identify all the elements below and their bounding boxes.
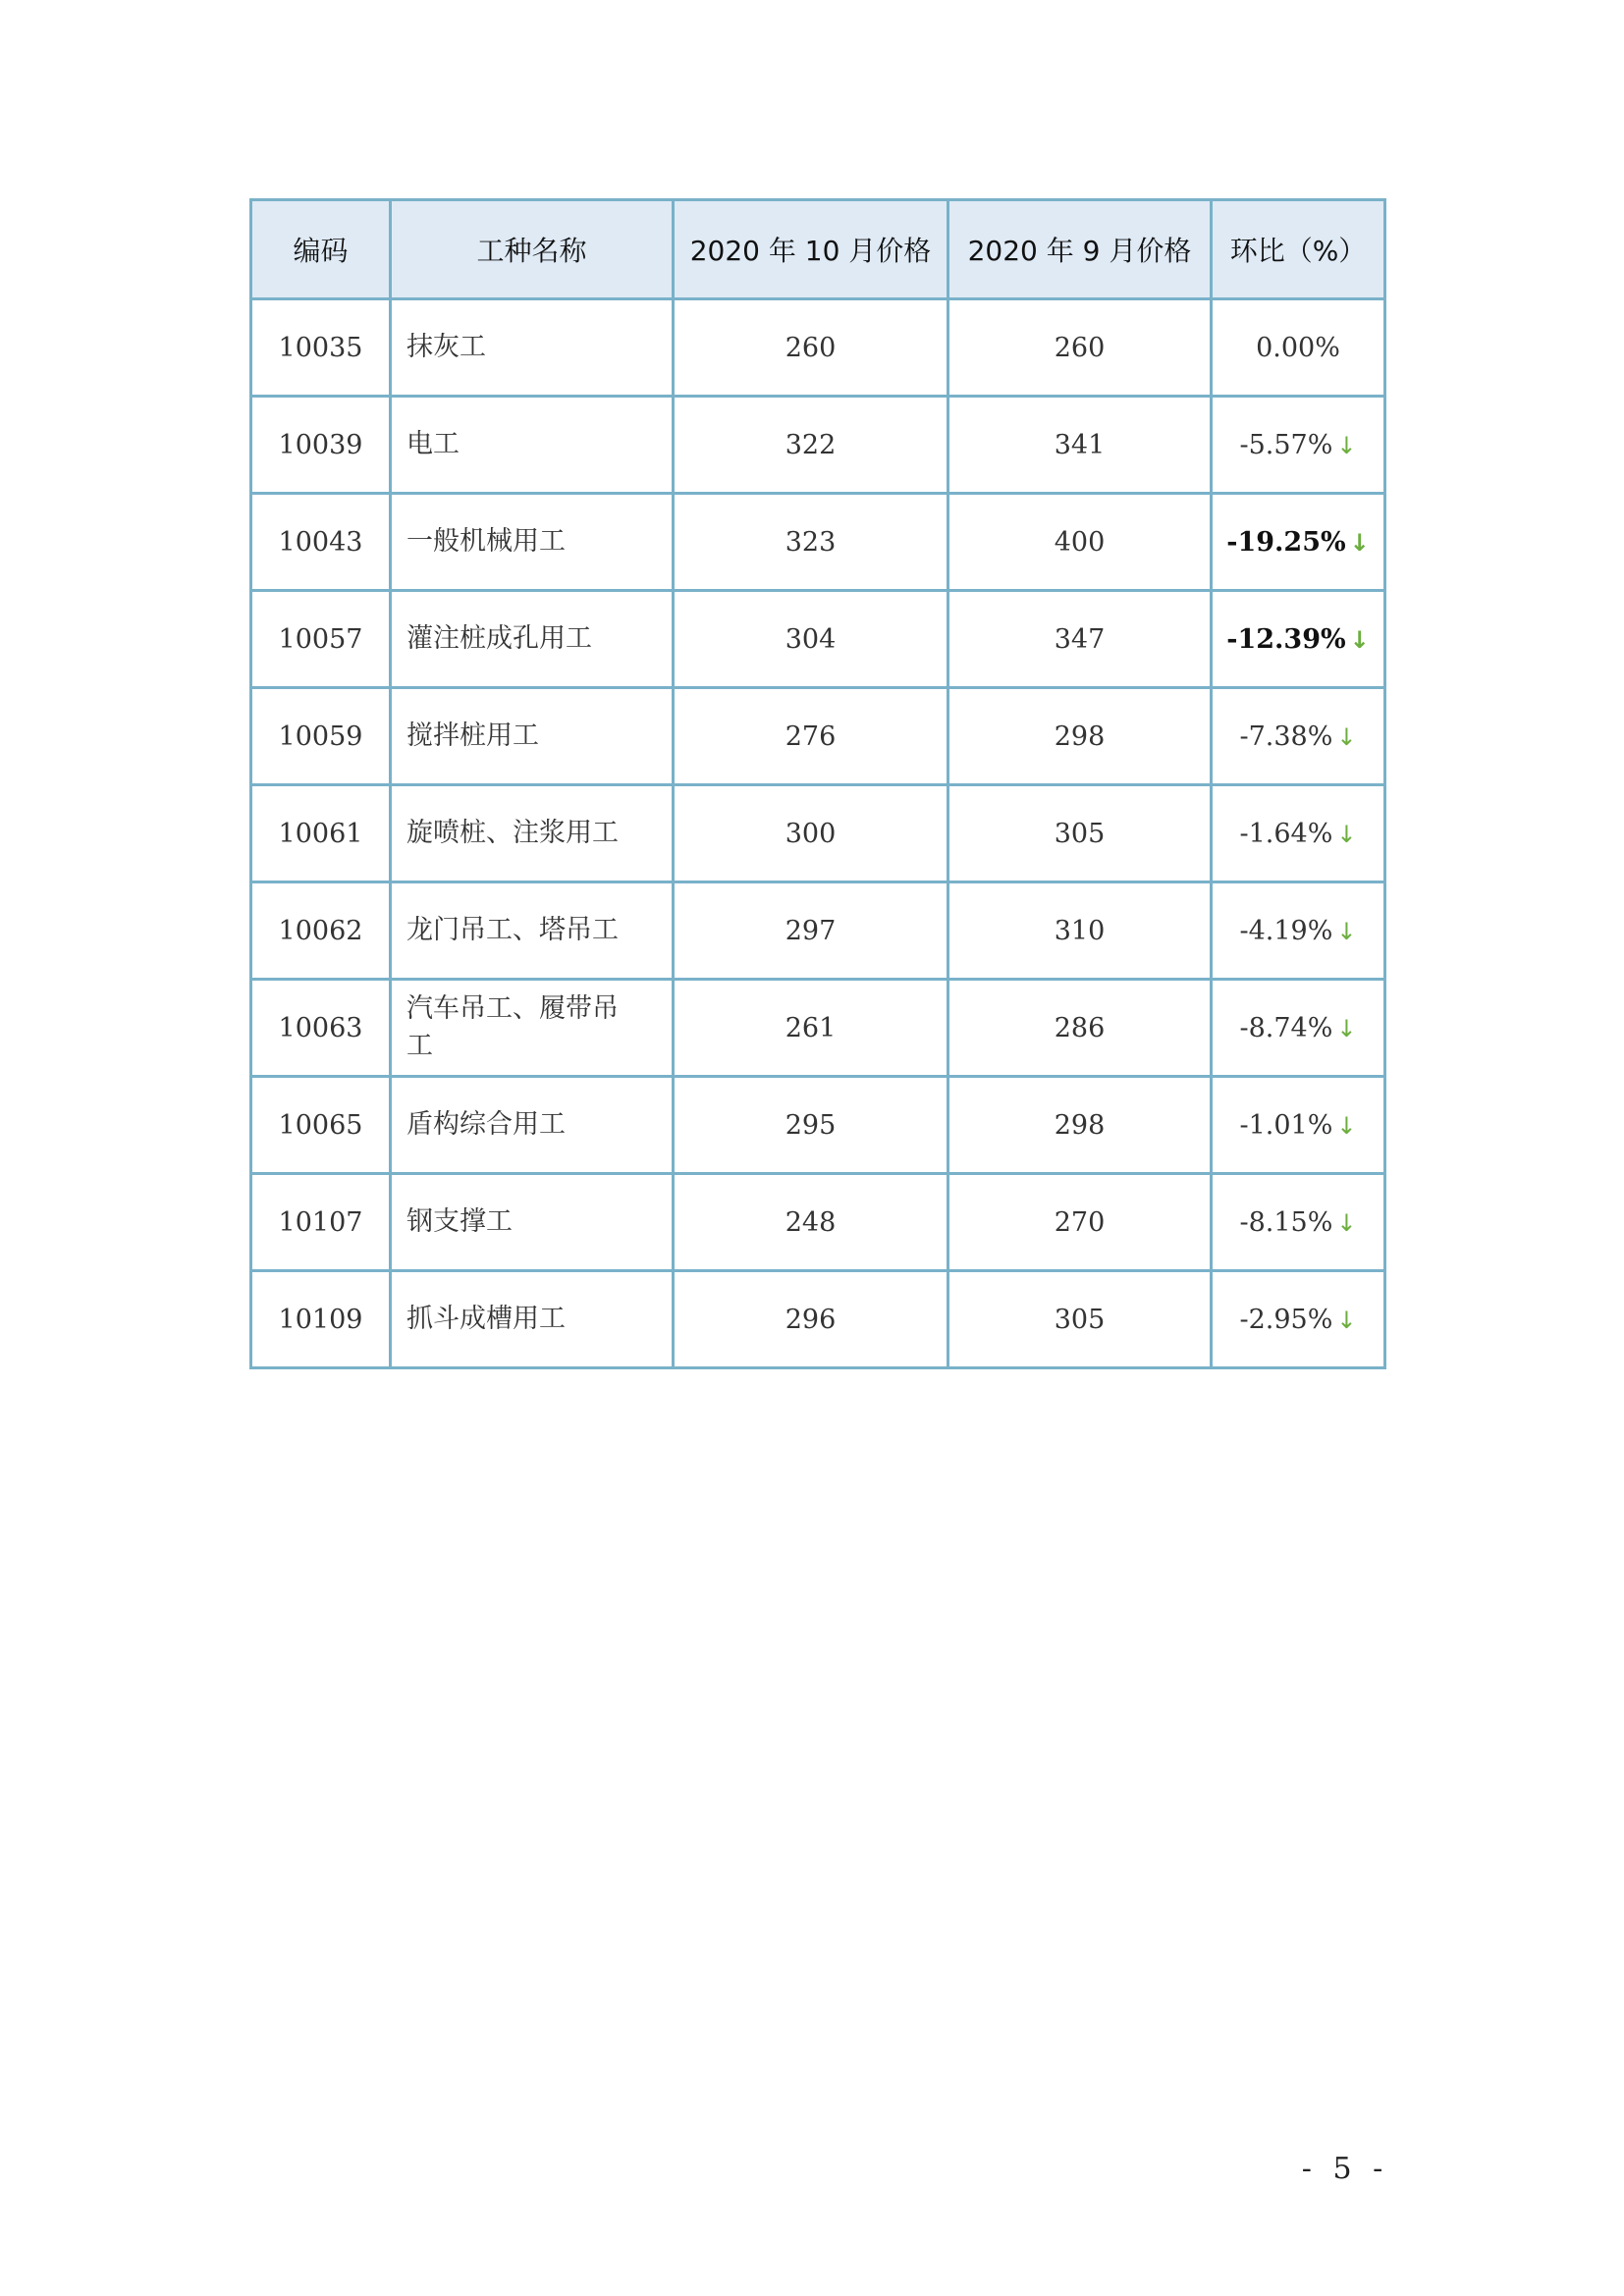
table-row: [251, 494, 1385, 591]
cell-oct-price: 276: [674, 688, 948, 785]
down-arrow-icon: ↓: [1336, 722, 1357, 751]
header-oct-price: 2020 年 10 月价格: [674, 200, 948, 299]
cell-sep-price: 305: [948, 785, 1212, 882]
ratio-value-wrap: [1226, 527, 1370, 558]
cell-code: 10061: [251, 785, 391, 882]
cell-ratio: [1212, 980, 1385, 1077]
down-arrow-icon: ↓: [1336, 1306, 1357, 1334]
cell-name: 一般机械用工: [391, 494, 674, 591]
cell-code: 10043: [251, 494, 391, 591]
table-row: [251, 882, 1385, 980]
ratio-value-wrap: [1239, 1013, 1356, 1043]
cell-name: 搅拌桩用工: [391, 688, 674, 785]
ratio-value: -1.64%: [1239, 818, 1333, 849]
ratio-value-wrap: [1239, 430, 1356, 460]
price-table: [249, 198, 1386, 1369]
table-header-row: [251, 200, 1385, 299]
table-row: [251, 688, 1385, 785]
cell-oct-price: 295: [674, 1077, 948, 1174]
cell-ratio: [1212, 785, 1385, 882]
down-arrow-icon: ↓: [1349, 528, 1370, 557]
ratio-value: 0.00%: [1256, 332, 1340, 363]
ratio-value: -4.19%: [1239, 915, 1333, 946]
cell-name: 灌注桩成孔用工: [391, 591, 674, 688]
header-name: 工种名称: [391, 200, 674, 299]
down-arrow-icon: ↓: [1336, 820, 1357, 848]
table-row: [251, 1271, 1385, 1368]
ratio-value: -7.38%: [1239, 721, 1333, 752]
ratio-value-wrap: [1239, 1110, 1356, 1141]
down-arrow-icon: ↓: [1349, 625, 1370, 654]
cell-ratio: [1212, 688, 1385, 785]
table-row: [251, 1174, 1385, 1271]
ratio-value-wrap: [1239, 819, 1356, 849]
table-row: [251, 591, 1385, 688]
cell-sep-price: 286: [948, 980, 1212, 1077]
cell-name: 龙门吊工、塔吊工: [391, 882, 674, 980]
cell-sep-price: 400: [948, 494, 1212, 591]
cell-name: 抓斗成槽用工: [391, 1271, 674, 1368]
cell-oct-price: 323: [674, 494, 948, 591]
cell-oct-price: 297: [674, 882, 948, 980]
cell-code: 10035: [251, 299, 391, 397]
cell-oct-price: 261: [674, 980, 948, 1077]
cell-ratio: [1212, 494, 1385, 591]
header-code: 编码: [251, 200, 391, 299]
ratio-value: -12.39%: [1226, 623, 1346, 655]
cell-ratio: [1212, 397, 1385, 494]
cell-code: 10059: [251, 688, 391, 785]
ratio-value: -19.25%: [1226, 526, 1346, 558]
cell-ratio: [1212, 299, 1385, 397]
cell-code: 10063: [251, 980, 391, 1077]
ratio-value-wrap: [1239, 721, 1356, 752]
down-arrow-icon: ↓: [1336, 1014, 1357, 1042]
cell-oct-price: 300: [674, 785, 948, 882]
cell-code: 10039: [251, 397, 391, 494]
cell-ratio: [1212, 1271, 1385, 1368]
down-arrow-icon: ↓: [1336, 917, 1357, 945]
cell-sep-price: 298: [948, 1077, 1212, 1174]
ratio-value: -1.01%: [1239, 1109, 1333, 1141]
ratio-value-wrap: [1239, 916, 1356, 946]
table-row: [251, 980, 1385, 1077]
table-row: [251, 397, 1385, 494]
header-sep-price: 2020 年 9 月价格: [948, 200, 1212, 299]
cell-sep-price: 270: [948, 1174, 1212, 1271]
down-arrow-icon: ↓: [1336, 1111, 1357, 1140]
ratio-value: -8.74%: [1239, 1012, 1333, 1043]
table-row: [251, 785, 1385, 882]
cell-name: 旋喷桩、注浆用工: [391, 785, 674, 882]
table-row: [251, 299, 1385, 397]
cell-code: 10062: [251, 882, 391, 980]
cell-oct-price: 248: [674, 1174, 948, 1271]
page-number: - 5 -: [1301, 2152, 1389, 2186]
cell-sep-price: 341: [948, 397, 1212, 494]
cell-ratio: [1212, 1174, 1385, 1271]
table-row: [251, 1077, 1385, 1174]
cell-sep-price: 347: [948, 591, 1212, 688]
cell-ratio: [1212, 882, 1385, 980]
cell-sep-price: 310: [948, 882, 1212, 980]
cell-name: 抹灰工: [391, 299, 674, 397]
ratio-value-wrap: [1239, 1305, 1356, 1335]
cell-oct-price: 304: [674, 591, 948, 688]
cell-ratio: [1212, 591, 1385, 688]
table-body: [251, 299, 1385, 1368]
cell-code: 10065: [251, 1077, 391, 1174]
cell-sep-price: 305: [948, 1271, 1212, 1368]
cell-code: 10109: [251, 1271, 391, 1368]
cell-code: 10057: [251, 591, 391, 688]
cell-name: 电工: [391, 397, 674, 494]
cell-name: 盾构综合用工: [391, 1077, 674, 1174]
cell-ratio: [1212, 1077, 1385, 1174]
down-arrow-icon: ↓: [1336, 431, 1357, 459]
cell-code: 10107: [251, 1174, 391, 1271]
ratio-value-wrap: [1226, 624, 1370, 655]
cell-sep-price: 298: [948, 688, 1212, 785]
cell-oct-price: 260: [674, 299, 948, 397]
ratio-value-wrap: [1256, 333, 1340, 363]
cell-oct-price: 322: [674, 397, 948, 494]
cell-name: 钢支撑工: [391, 1174, 674, 1271]
ratio-value: -5.57%: [1239, 429, 1333, 460]
ratio-value: -2.95%: [1239, 1304, 1333, 1335]
ratio-value-wrap: [1239, 1207, 1356, 1238]
down-arrow-icon: ↓: [1336, 1208, 1357, 1237]
header-ratio: 环比（%）: [1212, 200, 1385, 299]
cell-name: 汽车吊工、履带吊工: [391, 980, 674, 1077]
cell-sep-price: 260: [948, 299, 1212, 397]
cell-oct-price: 296: [674, 1271, 948, 1368]
ratio-value: -8.15%: [1239, 1206, 1333, 1238]
